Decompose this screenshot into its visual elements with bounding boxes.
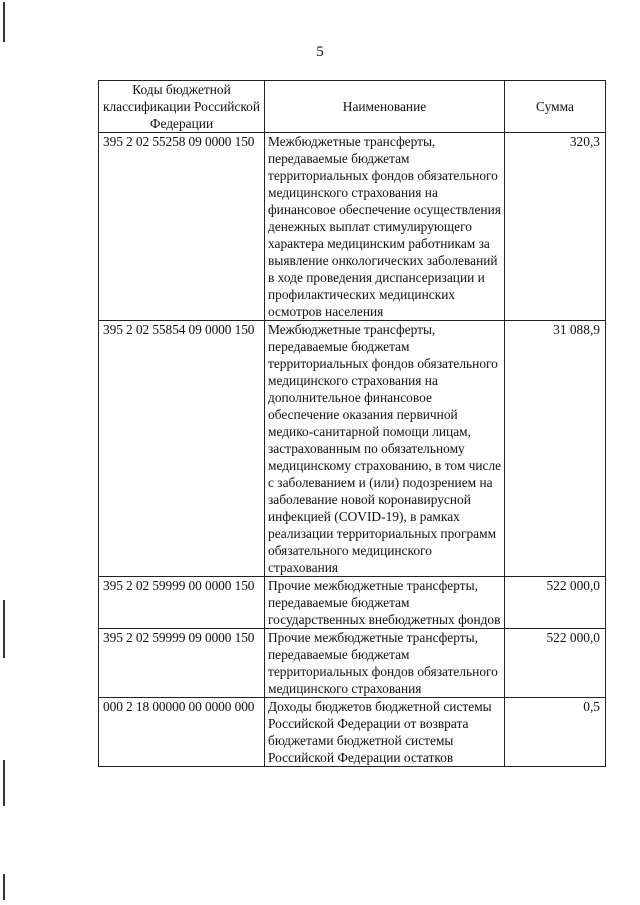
row-sum: 31 088,9: [505, 321, 606, 577]
row-name: Прочие межбюджетные трансферты, передаваемые бюджетам государственных внебюджетных фондов: [265, 577, 505, 629]
table-header-row: [99, 81, 606, 133]
scan-margin-mark: [3, 2, 5, 42]
header-code: Коды бюджетной классификации Российской Федерации: [99, 81, 265, 133]
scan-margin-mark: [3, 874, 5, 900]
row-sum: 0,5: [505, 698, 606, 767]
page-number: 5: [316, 44, 324, 60]
header-name: Наименование: [265, 81, 505, 133]
row-code: 395 2 02 55854 09 0000 150: [99, 321, 265, 577]
table-row: [99, 577, 606, 629]
row-name: Доходы бюджетов бюджетной системы Российской Федерации от возврата бюджетами бюджетной системы Российской Федерации остатков: [265, 698, 505, 767]
scan-margin-mark: [3, 760, 5, 806]
scan-margin-mark: [3, 600, 5, 658]
table-row: [99, 321, 606, 577]
row-name: Межбюджетные трансферты, передаваемые бюджетам территориальных фондов обязательного медицинского страхования на дополнительное финансовое обеспечение оказания первичной медико-санитарной помощи лицам, застрахованным по обязательному медицинскому страхованию, в том числе с заболеванием и (или) подозрением на заболевание новой коронавирусной инфекцией (COVID-19), в рамках реализации территориальных программ обязательного медицинского страхования: [265, 321, 505, 577]
row-sum: 320,3: [505, 133, 606, 321]
table-row: [99, 133, 606, 321]
row-sum: 522 000,0: [505, 577, 606, 629]
header-sum: Сумма: [505, 81, 606, 133]
table-row: [99, 629, 606, 698]
row-code: 395 2 02 59999 09 0000 150: [99, 629, 265, 698]
row-code: 395 2 02 55258 09 0000 150: [99, 133, 265, 321]
budget-classification-table: [98, 80, 606, 767]
row-sum: 522 000,0: [505, 629, 606, 698]
row-code: 000 2 18 00000 00 0000 000: [99, 698, 265, 767]
table-row: [99, 698, 606, 767]
row-name: Прочие межбюджетные трансферты, передаваемые бюджетам территориальных фондов обязательного медицинского страхования: [265, 629, 505, 698]
row-code: 395 2 02 59999 00 0000 150: [99, 577, 265, 629]
row-name: Межбюджетные трансферты, передаваемые бюджетам территориальных фондов обязательного медицинского страхования на финансовое обеспечение осуществления денежных выплат стимулирующего характера медицинским работникам за выявление онкологических заболеваний в ходе проведения диспансеризации и профилактических медицинских осмотров населения: [265, 133, 505, 321]
